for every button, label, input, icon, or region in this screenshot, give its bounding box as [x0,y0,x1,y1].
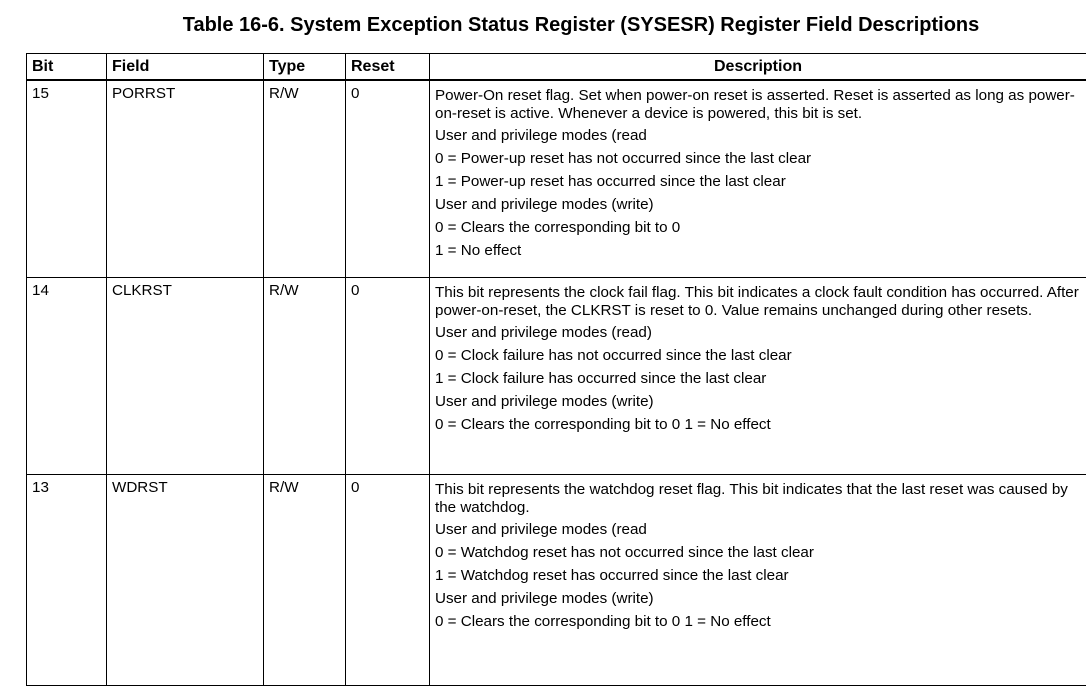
description-lead: This bit represents the watchdog reset flag. This bit indicates that the last reset was caused by the watchdog. [435,481,1082,517]
cell-field: WDRST [107,475,264,686]
description-line: User and privilege modes (write) [435,196,1082,214]
description-line: User and privilege modes (write) [435,393,1082,411]
description-line: 0 = Clears the corresponding bit to 0 1 = No effect [435,416,1082,434]
table-title: Table 16-6. System Exception Status Register (SYSESR) Register Field Descriptions [0,12,1086,38]
cell-description [430,80,1086,278]
cell-type: R/W [264,278,346,475]
description-line: User and privilege modes (write) [435,590,1082,608]
description-line: User and privilege modes (read [435,127,1082,145]
description-line: User and privilege modes (read [435,521,1082,539]
description-line: 0 = Watchdog reset has not occurred since the last clear [435,544,1082,562]
cell-bit: 13 [27,475,107,686]
table-row [27,278,1086,475]
table-row [27,475,1086,686]
description-line: 0 = Power-up reset has not occurred since the last clear [435,150,1082,168]
description-line: 1 = No effect [435,242,1082,260]
table-row [27,80,1086,278]
table-header-row [27,54,1086,81]
description-line: 1 = Watchdog reset has occurred since the last clear [435,567,1082,585]
cell-field: PORRST [107,80,264,278]
cell-type: R/W [264,475,346,686]
description-line: 0 = Clock failure has not occurred since the last clear [435,347,1082,365]
cell-reset: 0 [346,80,430,278]
cell-field: CLKRST [107,278,264,475]
description-line: User and privilege modes (read) [435,324,1082,342]
cell-reset: 0 [346,278,430,475]
description-line: 0 = Clears the corresponding bit to 0 [435,219,1082,237]
cell-bit: 14 [27,278,107,475]
column-header-description: Description [430,54,1086,81]
description-line: 1 = Power-up reset has occurred since the last clear [435,173,1082,191]
column-header-type: Type [264,54,346,81]
cell-description [430,278,1086,475]
description-lead: Power-On reset flag. Set when power-on reset is asserted. Reset is asserted as long as power-on-reset is active. Whenever a device is powered, this bit is set. [435,87,1082,123]
column-header-reset: Reset [346,54,430,81]
description-line: 0 = Clears the corresponding bit to 0 1 = No effect [435,613,1082,631]
description-lead: This bit represents the clock fail flag. This bit indicates a clock fault condition has occurred. After power-on-reset, the CLKRST is reset to 0. Value remains unchanged during other resets. [435,284,1082,320]
column-header-field: Field [107,54,264,81]
register-field-table [26,53,1086,686]
column-header-bit: Bit [27,54,107,81]
description-line: 1 = Clock failure has occurred since the last clear [435,370,1082,388]
cell-bit: 15 [27,80,107,278]
cell-reset: 0 [346,475,430,686]
cell-type: R/W [264,80,346,278]
cell-description [430,475,1086,686]
